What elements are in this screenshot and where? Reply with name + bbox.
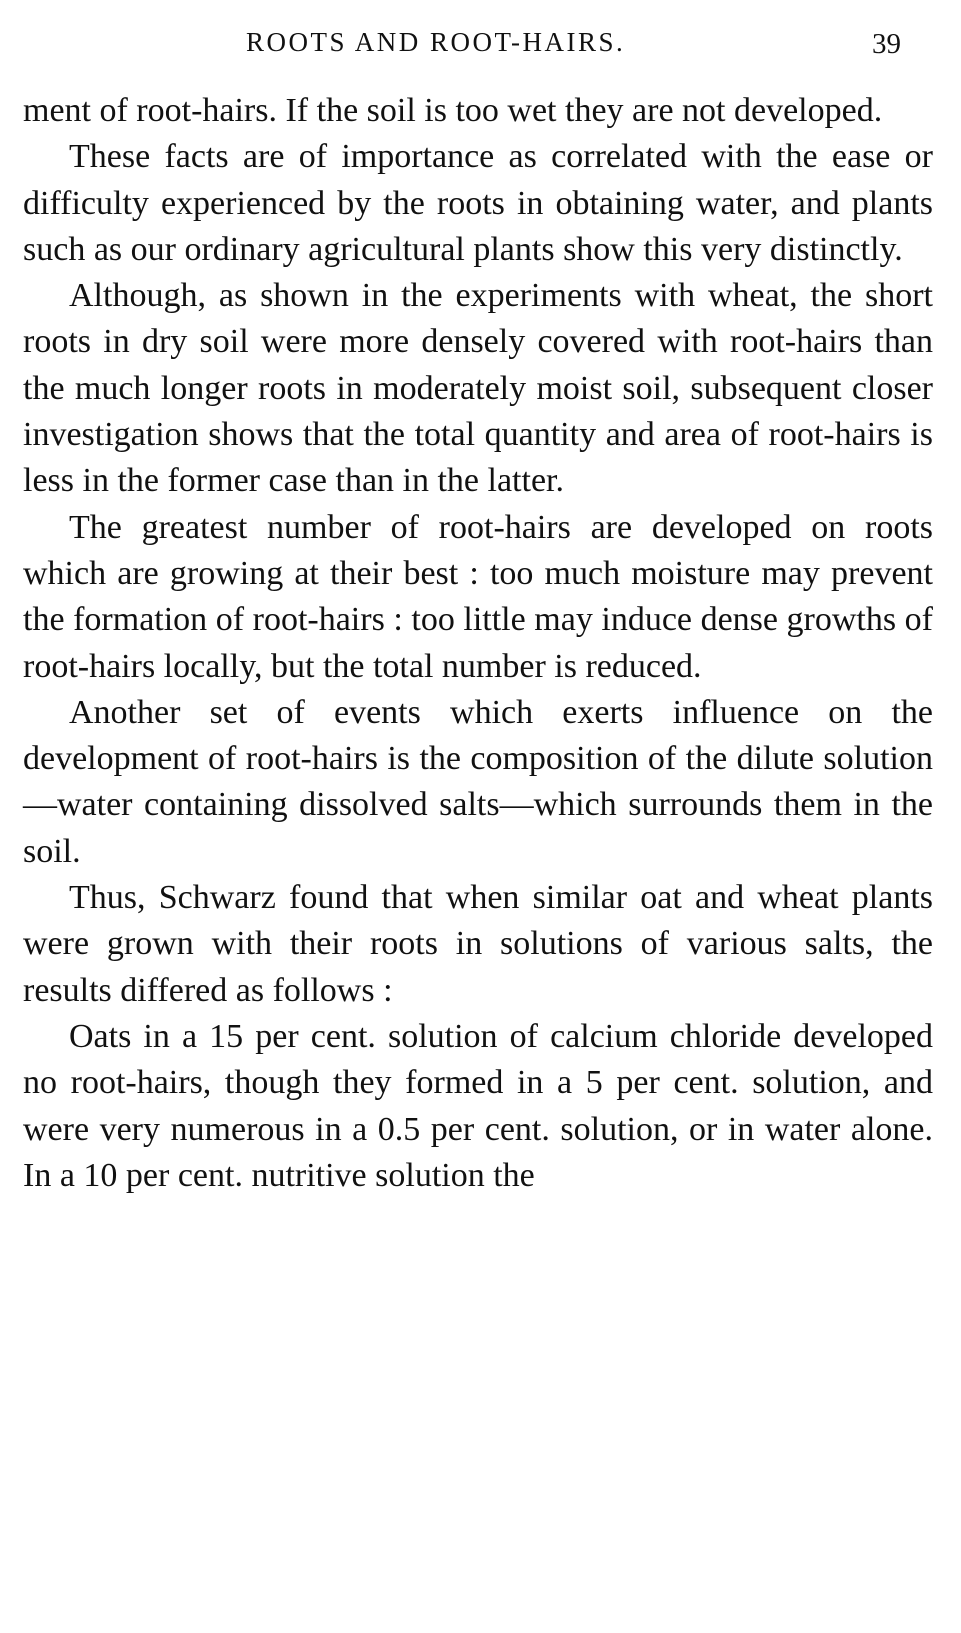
- paragraph-continuation: ment of root-hairs. If the soil is too wet they are not developed.: [23, 92, 883, 129]
- paragraph: These facts are of importance as correlated with the ease or difficulty experienced by the roots in obtaining water, and plants such as our ordinary agricultural plants show this very distinctly.: [23, 138, 933, 268]
- paragraph: Oats in a 15 per cent. solution of calcium chloride developed no root-hairs, though they formed in a 5 per cent. solution, and were very numerous in a 0.5 per cent. solution, or in water alone. In a 10 per cent. nutritive solution the: [23, 1017, 933, 1194]
- paragraph: Although, as shown in the experiments with wheat, the short roots in dry soil were more densely covered with root-hairs than the much longer roots in moderately moist soil, subsequent closer investigation shows that the total quantity and area of root-hairs is less in the former case than in the latter.: [23, 277, 933, 500]
- paragraph: Another set of events which exerts influence on the development of root-hairs is the composition of the dilute solution—water containing dissolved salts—which surrounds them in the soil.: [23, 693, 933, 870]
- running-title: ROOTS AND ROOT-HAIRS.: [246, 27, 626, 57]
- body-text: [23, 88, 933, 1199]
- page-number: 39: [872, 28, 901, 60]
- paragraph: The greatest number of root-hairs are developed on roots which are growing at their best : too much moisture may prevent the formation of root-hairs : too little may induce dense growths of root-hairs locally, but the total number is reduced.: [23, 508, 933, 685]
- paragraph: Thus, Schwarz found that when similar oat and wheat plants were grown with their roots in solutions of various salts, the results differed as follows :: [23, 879, 933, 1009]
- running-header: [0, 22, 961, 62]
